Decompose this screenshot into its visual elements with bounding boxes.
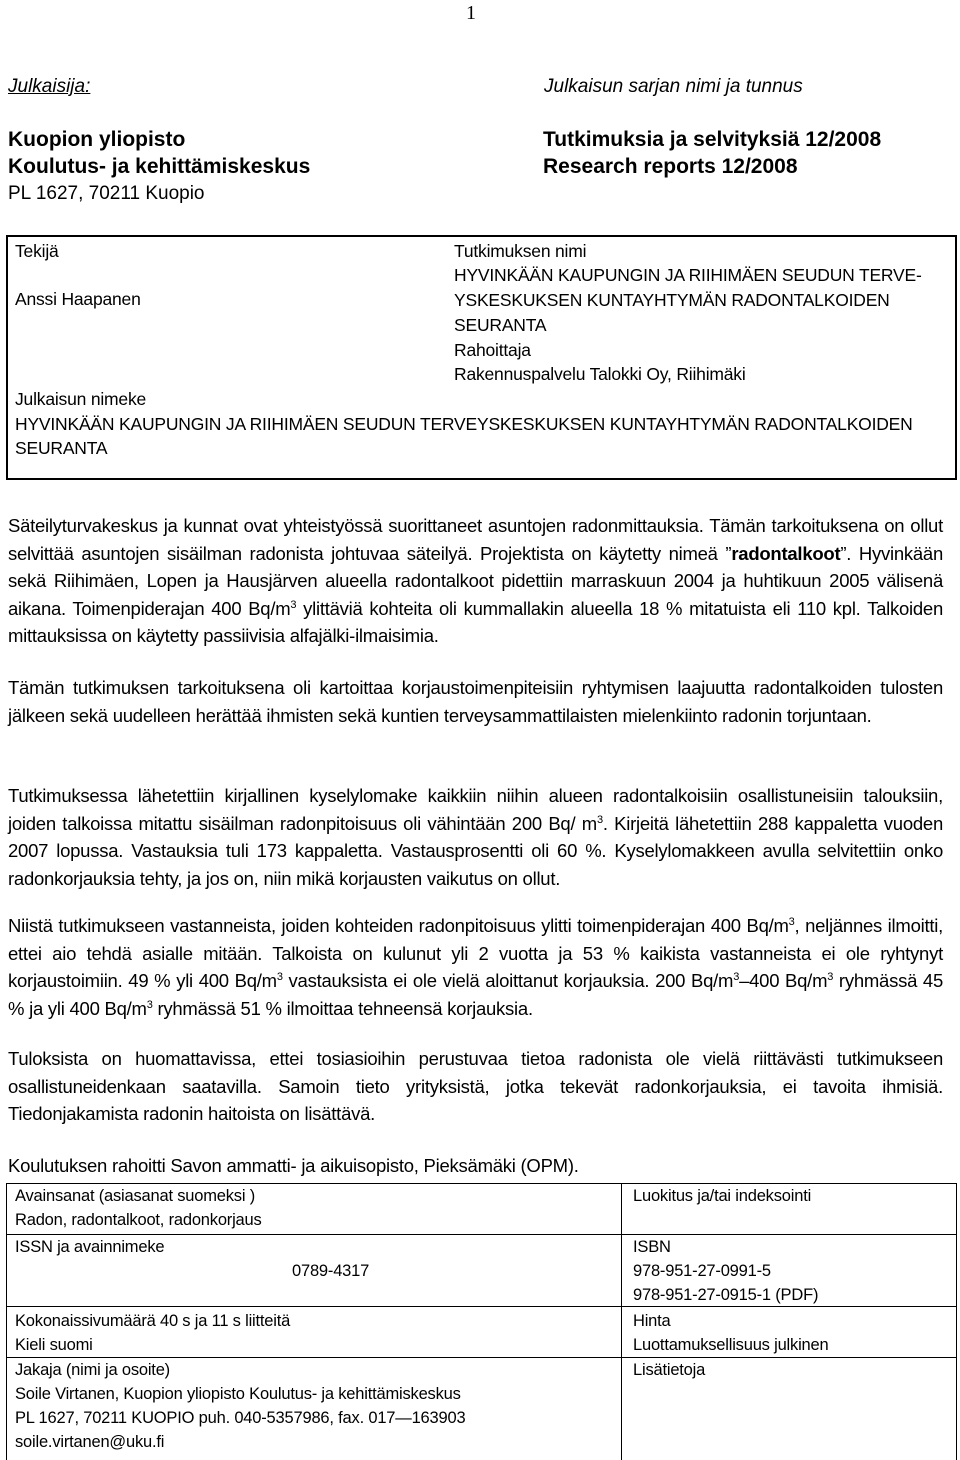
- publisher-label: Julkaisija:: [8, 76, 91, 97]
- org-line2: Koulutus- ja kehittämiskeskus: [8, 155, 311, 178]
- abstract-paragraph-1: Säteilyturvakeskus ja kunnat ovat yhteistyössä suorittaneet asuntojen radonmittauksia. Tämän tarkoituksena on ollut selvittää asuntojen sisäilman radonista johtuvaa säteilyä. Projektista on käytetty nimeä ”radontalkoot”. Hyvinkään sekä Riihimäen, Lopen ja Hausjärven alueella radontalkoot pidettiin marraskuun 2004 ja huhtikuun 2005 välisenä aikana. Toimenpiderajan 400 $Bq/m^3$ ylittäviä kohteita oli kummallakin alueella 18 % mitatuista eli 110 kpl. Talkoiden mittauksissa on käytetty passiivisia alfajälki-ilmaisimia.: [8, 515, 943, 646]
- keywords-value: Radon, radontalkoot, radonkorjaus: [15, 1211, 262, 1229]
- issn-value: 0789-4317: [292, 1262, 370, 1280]
- isbn-value-1: 978-951-27-0991-5: [633, 1262, 771, 1280]
- distributor-address: PL 1627, 70211 KUOPIO puh. 040-5357986, fax. 017—163903: [15, 1409, 466, 1427]
- funder-label: Rahoittaja: [454, 340, 531, 360]
- language: Kieli suomi: [15, 1336, 93, 1354]
- publication-name-line1: HYVINKÄÄN KAUPUNGIN JA RIIHIMÄEN SEUDUN TERVEYSKESKUKSEN KUNTAYHTYMÄN RADONTALKOIDEN: [15, 414, 913, 434]
- issn-label: ISSN ja avainnimeke: [15, 1238, 165, 1256]
- page-number: 1: [466, 2, 476, 24]
- table-divider: [6, 1357, 957, 1358]
- series-label: Julkaisun sarjan nimi ja tunnus: [544, 76, 803, 97]
- isbn-label: ISBN: [633, 1238, 671, 1256]
- publication-name-line2: SEURANTA: [15, 438, 108, 458]
- abstract-paragraph-4: Niistä tutkimukseen vastanneista, joiden kohteiden radonpitoisuus ylitti toimenpiderajan 400 $Bq/m^3$, neljännes ilmoitti, ettei aio tehdä asialle mitään. Talkoista on kulunut yli 2 vuotta ja 53 % kaikista vastanneista ei ole ryhtynyt korjaustoimiin. 49 % yli 400 $Bq/m^3$ vastauksista ei ole vielä aloittanut korjauksia. 200 $Bq/m^3-400$ $Bq/m^3$ ryhmässä 45 % ja yli 400 $Bq/m^3$ ryhmässä 51 % ilmoittaa tehneensä korjauksia.: [8, 915, 943, 1019]
- table-column-divider: [621, 1183, 622, 1460]
- abstract-paragraph-2: Tämän tutkimuksen tarkoituksena oli kartoittaa korjaustoimenpiteisiin ryhtymisen laajuutta radontalkoiden tulosten jälkeen sekä uudelleen herättää ihmisten sekä kuntien terveysammattilaisten mielenkiinto radonin torjuntaan.: [8, 677, 943, 726]
- classification-label: Luokitus ja/tai indeksointi: [633, 1187, 812, 1205]
- series-line2: Research reports 12/2008: [543, 155, 798, 178]
- study-name-line1: HYVINKÄÄN KAUPUNGIN JA RIIHIMÄEN SEUDUN TERVE-: [454, 265, 922, 285]
- keywords-label: Avainsanat (asiasanat suomeksi ): [15, 1187, 256, 1205]
- abstract-paragraph-3: Tutkimuksessa lähetettiin kirjallinen kyselylomake kaikkiin niihin alueen radontalkoisiin osallistuneisiin talouksiin, joiden talkoissa mitattu sisäilman radonpitoisuus oli vähintään 200 Bq/ $m^3$. Kirjeitä lähetettiin 288 kappaletta vuoden 2007 lopussa. Vastauksia tuli 173 kappaletta. Vastausprosentti oli 60 %. Kyselylomakkeen avulla selvitettiin onko radonkorjauksia tehty, ja jos on, niin mikä korjausten vaikutus on ollut.: [8, 785, 944, 889]
- confidentiality: Luottamuksellisuus julkinen: [633, 1336, 829, 1354]
- table-divider: [6, 1306, 957, 1307]
- abstract-paragraph-5: Tuloksista on huomattavissa, ettei tosiasioihin perustuvaa tietoa radonista ole vielä riittävästi tutkimukseen osallistuneidenkaan saatavilla. Samoin tieto yrityksistä, jotka tekevät radonkorjauksia, ei tavoita ihmisiä. Tiedonjakamista radonin haitoista on lisättävä.: [8, 1048, 943, 1124]
- distributor-email: soile.virtanen@uku.fi: [15, 1433, 165, 1451]
- table-divider: [6, 1234, 957, 1235]
- page-count: Kokonaissivumäärä 40 s ja 11 s liitteitä: [15, 1312, 291, 1330]
- distributor-label: Jakaja (nimi ja osoite): [15, 1361, 170, 1379]
- author-name: Anssi Haapanen: [15, 289, 141, 309]
- publication-name-label: Julkaisun nimeke: [15, 389, 147, 409]
- study-name-line2: YSKESKUKSEN KUNTAYHTYMÄN RADONTALKOIDEN: [454, 290, 890, 310]
- org-line1: Kuopion yliopisto: [8, 128, 186, 151]
- funder-name: Rakennuspalvelu Talokki Oy, Riihimäki: [454, 364, 746, 384]
- author-label: Tekijä: [15, 241, 59, 261]
- isbn-value-2: 978-951-27-0915-1 (PDF): [633, 1286, 819, 1304]
- distributor-name: Soile Virtanen, Kuopion yliopisto Koulutus- ja kehittämiskeskus: [15, 1385, 461, 1403]
- extra-info-label: Lisätietoja: [633, 1361, 706, 1379]
- price-label: Hinta: [633, 1312, 671, 1330]
- series-line1: Tutkimuksia ja selvityksiä 12/2008: [543, 128, 882, 151]
- org-address: PL 1627, 70211 Kuopio: [8, 183, 205, 204]
- study-name-label: Tutkimuksen nimi: [454, 241, 587, 261]
- study-name-line3: SEURANTA: [454, 315, 547, 335]
- funding-note: Koulutuksen rahoitti Savon ammatti- ja aikuisopisto, Pieksämäki (OPM).: [8, 1155, 579, 1176]
